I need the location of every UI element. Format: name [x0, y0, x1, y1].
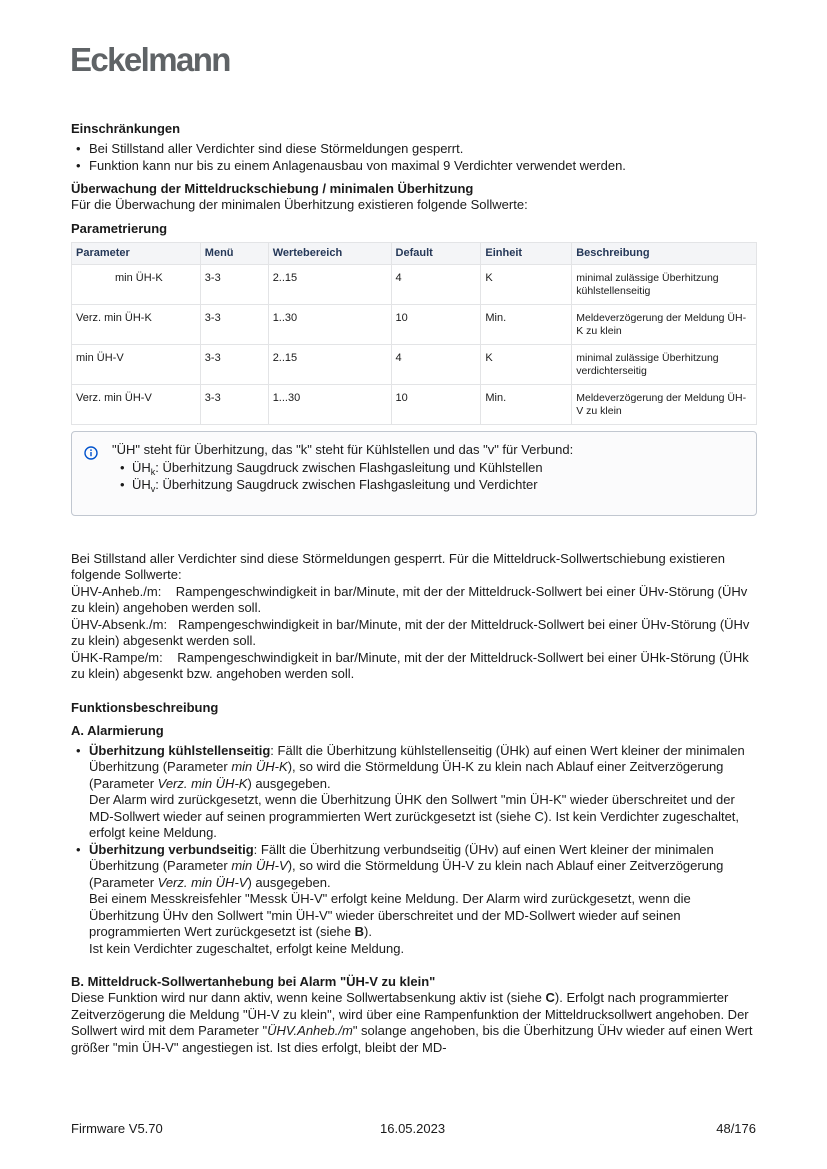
heading-funktionsbeschreibung: Funktionsbeschreibung — [71, 699, 219, 715]
section-b-text: Diese Funktion wird nur dann aktiv, wenn keine Sollwertabsenkung aktiv ist (siehe C). Erfolgt nach programmierter Zeitverzögerung die Meldung "ÜH-V zu klein", wird über eine Rampenfunktion der Mitteldrucksollwert angehoben. Der Sollwert wird mit dem Parameter "ÜHV.Anheb./m" solange angehoben, bis die Überhitzung ÜHv wieder auf einen Wert größer "min ÜH-V" angestiegen ist. Ist dies erfolgt, bleibt der MD- — [71, 990, 753, 1055]
col-header-parameter: Parameter — [72, 242, 201, 264]
cell-description: minimal zulässige Überhitzung verdichterseitig — [572, 344, 757, 384]
cell-unit: K — [481, 344, 572, 384]
table-header-row — [72, 242, 757, 264]
page-content — [71, 120, 757, 1056]
list-item: • $ÜH_k$: Überhitzung Saugdruck zwischen Flashgasleitung und Kühlstellen — [112, 460, 744, 477]
heading-ueberwachung: Überwachung der Mitteldruckschiebung / minimalen Überhitzung — [71, 181, 474, 196]
cell-range: 2..15 — [268, 264, 391, 304]
heading-einschraenkungen: Einschränkungen — [71, 121, 181, 136]
restrictions-list — [71, 141, 757, 174]
info-text: "ÜH" steht für Überhitzung, das "k" steht für Kühlstellen und das "v" für Verbund: — [112, 441, 574, 457]
cell-default: 10 — [391, 384, 481, 424]
list-item: • $ÜH_v$: Überhitzung Saugdruck zwischen Flashgasleitung und Verdichter — [112, 477, 744, 494]
cell-menu: 3-3 — [200, 344, 268, 384]
ueberwachung-intro: Für die Überwachung der minimalen Überhitzung existieren folgende Sollwerte: — [71, 197, 528, 212]
col-header-beschreibung: Beschreibung — [572, 242, 757, 264]
setpoint-item: ÜHK-Rampe/m: Rampengeschwindigkeit in bar/Minute, mit der der Mitteldruck-Sollwert bei einer ÜHk-Störung (ÜHk zu klein) abgesenkt bzw. angehoben werden soll. — [71, 649, 749, 681]
col-header-wertebereich: Wertebereich — [268, 242, 391, 264]
parameter-table — [71, 242, 757, 425]
table-row — [72, 264, 757, 304]
cell-default: 10 — [391, 304, 481, 344]
heading-alarmierung: A. Alarmierung — [71, 722, 164, 738]
heading-parametrierung: Parametrierung — [71, 220, 168, 236]
setpoint-item: ÜHV-Anheb./m: Rampengeschwindigkeit in bar/Minute, mit der der Mitteldruck-Sollwert bei einer ÜHv-Störung (ÜHv zu klein) angehoben werden soll. — [71, 583, 748, 615]
info-panel — [71, 431, 757, 516]
list-item: • Bei Stillstand aller Verdichter sind diese Störmeldungen gesperrt. — [71, 141, 757, 158]
cell-description: Meldeverzögerung der Meldung ÜH-V zu klein — [572, 384, 757, 424]
cell-unit: Min. — [481, 304, 572, 344]
cell-range: 2..15 — [268, 344, 391, 384]
setpoints-block — [71, 551, 757, 683]
col-header-default: Default — [391, 242, 481, 264]
cell-menu: 3-3 — [200, 384, 268, 424]
list-item-verbundseitig: • Überhitzung verbundseitig: Fällt die Überhitzung verbundseitig (ÜHv) auf einen Wert kleiner der minimalen Überhitzung (Parameter min ÜH-V), so wird die Störmeldung ÜH-V zu klein nach Ablauf einer Zeitverzögerung (Parameter Verz. min ÜH-V) ausgegeben. Bei einem Messkreisfehler "Messk ÜH-V" erfolgt keine Meldung. Der Alarm wird zurückgesetzt, wenn die Überhitzung ÜHv den Sollwert "min ÜH-V" wieder überschreitet und der MD-Sollwert wieder auf seinen programmierten Wert zurückgesetzt ist (siehe B). Ist kein Verdichter zugeschaltet, erfolgt keine Meldung. — [71, 842, 757, 958]
heading-section-b: B. Mitteldruck-Sollwertanhebung bei Alarm "ÜH-V zu klein" — [71, 974, 436, 989]
footer-date: 16.05.2023 — [380, 1121, 446, 1136]
col-header-einheit: Einheit — [481, 242, 572, 264]
cell-parameter: min ÜH-V — [72, 344, 201, 384]
list-item-kuehlstellenseitig: • Überhitzung kühlstellenseitig: Fällt die Überhitzung kühlstellenseitig (ÜHk) auf einen Wert kleiner der minimalen Überhitzung (Parameter min ÜH-K), so wird die Störmeldung ÜH-K zu klein nach Ablauf einer Zeitverzögerung (Parameter Verz. min ÜH-K) ausgegeben. Der Alarm wird zurückgesetzt, wenn die Überhitzung ÜHK den Sollwert "min ÜH-K" wieder überschreitet und der MD-Sollwert wieder auf seinen programmierten Wert zurückgesetzt ist (siehe C). Ist kein Verdichter zugeschaltet, erfolgt keine Meldung. — [71, 743, 757, 842]
footer-page-number: 48/176 — [716, 1121, 756, 1136]
table-row — [72, 304, 757, 344]
cell-range: 1...30 — [268, 384, 391, 424]
cell-unit: Min. — [481, 384, 572, 424]
cell-range: 1..30 — [268, 304, 391, 344]
cell-description: Meldeverzögerung der Meldung ÜH-K zu klein — [572, 304, 757, 344]
table-row — [72, 384, 757, 424]
setpoints-intro: Bei Stillstand aller Verdichter sind diese Störmeldungen gesperrt. Für die Mitteldruck-Sollwertschiebung existieren folgende Sollwerte: — [71, 550, 725, 582]
cell-menu: 3-3 — [200, 304, 268, 344]
setpoint-item: ÜHV-Absenk./m: Rampengeschwindigkeit in bar/Minute, mit der der Mitteldruck-Sollwert bei einer ÜHv-Störung (ÜHv zu klein) abgesenkt werden soll. — [71, 616, 750, 648]
cell-unit: K — [481, 264, 572, 304]
cell-parameter: min ÜH-K — [72, 264, 201, 304]
cell-default: 4 — [391, 264, 481, 304]
cell-parameter: Verz. min ÜH-K — [72, 304, 201, 344]
list-item: • Funktion kann nur bis zu einem Anlagenausbau von maximal 9 Verdichter verwendet werden. — [71, 158, 757, 175]
col-header-menu: Menü — [200, 242, 268, 264]
footer-firmware: Firmware V5.70 — [71, 1121, 163, 1136]
eckelmann-logo: Eckelmann — [70, 41, 230, 78]
info-icon — [84, 446, 98, 460]
cell-parameter: Verz. min ÜH-V — [72, 384, 201, 424]
cell-menu: 3-3 — [200, 264, 268, 304]
alarm-list — [71, 743, 757, 958]
cell-default: 4 — [391, 344, 481, 384]
cell-description: minimal zulässige Überhitzung kühlstellenseitig — [572, 264, 757, 304]
info-list — [112, 460, 744, 493]
table-row — [72, 344, 757, 384]
